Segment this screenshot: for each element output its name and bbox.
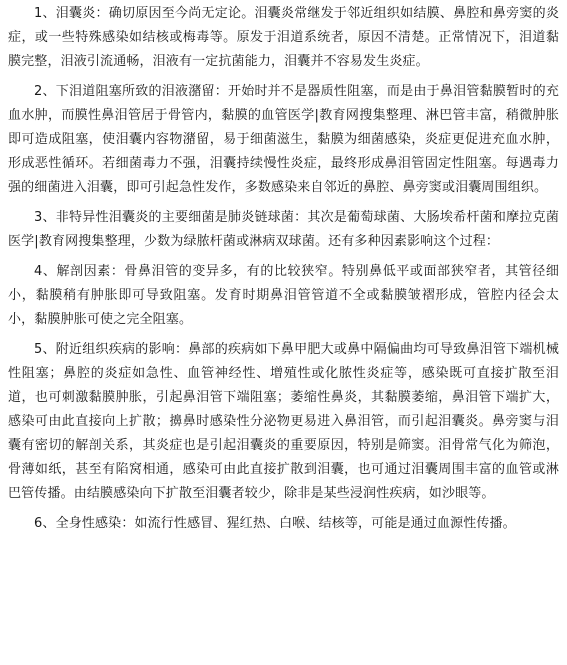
paragraph-1: 1、泪囊炎：确切原因至今尚无定论。泪囊炎常继发于邻近组织如结膜、鼻腔和鼻旁窦的炎症，或一些特殊感染如结核或梅毒等。原发于泪道系统者，原因不清楚。正常情况下，泪道黏膜完整，泪液引流通畅，泪液有一定抗菌能力，泪囊并不容易发生炎症。 <box>8 6 559 69</box>
paragraph-2: 2、下泪道阻塞所致的泪液潴留：开始时并不是器质性阻塞，而是由于鼻泪管黏膜暂时的充血水肿，而膜性鼻泪管居于骨管内，黏膜的血管医学|教育网搜集整理、淋巴管丰富，稍微肿胀即可造成阻塞，使泪囊内容物潴留，易于细菌滋生，黏膜为细菌感染，炎症更促进充血水肿，形成恶性循环。若细菌毒力不强，泪囊持续慢性炎症，最终形成鼻泪管固定性阻塞。每遇毒力强的细菌进入泪囊，即可引起急性发作，多数感染来自邻近的鼻腔、鼻旁窦或泪囊周围组织。 <box>8 84 559 195</box>
paragraph-3: 3、非特异性泪囊炎的主要细菌是肺炎链球菌：其次是葡萄球菌、大肠埃希杆菌和摩拉克菌医学|教育网搜集整理，少数为绿脓杆菌或淋病双球菌。还有多种因素影响这个过程： <box>8 210 559 249</box>
paragraph-5: 5、附近组织疾病的影响：鼻部的疾病如下鼻甲肥大或鼻中隔偏曲均可导致鼻泪管下端机械性阻塞；鼻腔的炎症如急性、血管神经性、增殖性或化脓性炎症等，感染既可直接扩散至泪道，也可刺激黏膜肿胀，引起鼻泪管下端阻塞；萎缩性鼻炎，其黏膜萎缩，鼻泪管下端扩大，感染可由此直接向上扩散；擤鼻时感染性分泌物更易进入鼻泪管，而引起泪囊炎。鼻旁窦与泪囊有密切的解剖关系，其炎症也是引起泪囊炎的重要原因，特别是筛窦。泪骨常气化为筛泡，骨薄如纸，甚至有陷窝相通，感染可由此直接扩散到泪囊，也可通过泪囊周围丰富的血管或淋巴管传播。由结膜感染向下扩散至泪囊者较少，除非是某些浸润性疾病，如沙眼等。 <box>8 342 559 501</box>
paragraph-6: 6、全身性感染：如流行性感冒、猩红热、白喉、结核等，可能是通过血源性传播。 <box>34 516 516 531</box>
paragraph-4: 4、解剖因素：骨鼻泪管的变异多，有的比较狭窄。特别鼻低平或面部狭窄者，其管径细小，黏膜稍有肿胀即可导致阻塞。发育时期鼻泪管管道不全或黏膜皱褶形成，管腔内径会太小，黏膜肿胀可使之完全阻塞。 <box>8 264 559 327</box>
